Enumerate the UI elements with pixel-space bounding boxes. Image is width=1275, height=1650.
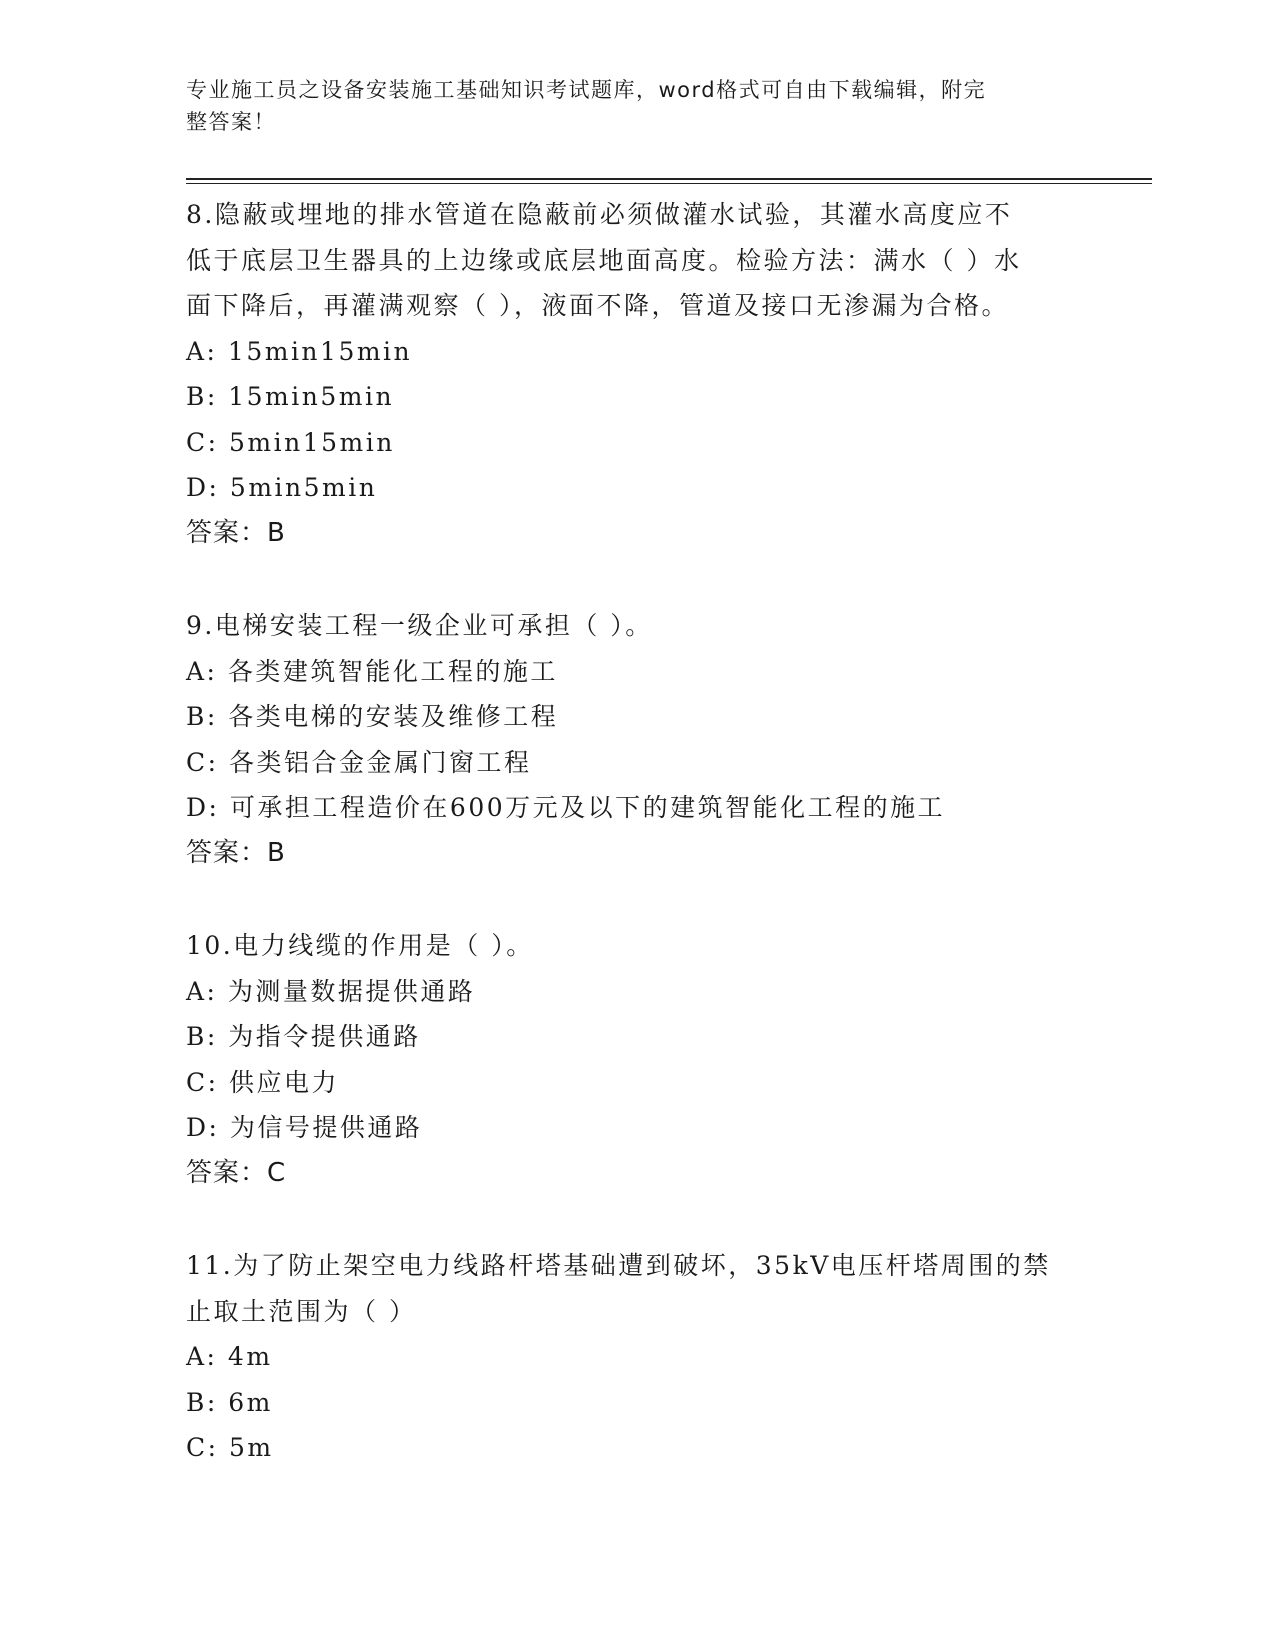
question-stem-line: 9.电梯安装工程一级企业可承担（ ）。 [186, 611, 653, 640]
answer-line: 答案：B [186, 517, 286, 548]
header-divider-thick [186, 178, 1152, 180]
question-8 [186, 192, 1086, 556]
question-stem-line: 低于底层卫生器具的上边缘或底层地面高度。检验方法：满水（ ）水 [186, 245, 1022, 275]
question-9 [186, 603, 1086, 876]
option-b: B: 15min5min [186, 382, 395, 411]
option-a: A: 4m [186, 1342, 273, 1371]
option-b: B: 为指令提供通路 [186, 1022, 421, 1051]
option-a: A: 为测量数据提供通路 [186, 976, 476, 1006]
header-line-1: 专业施工员之设备安装施工基础知识考试题库，word格式可自由下载编辑，附完 [186, 78, 987, 102]
question-stem-line: 止取土范围为（ ） [186, 1296, 417, 1326]
option-a: A: 15min15min [186, 336, 413, 366]
answer-line: 答案：C [186, 1157, 287, 1188]
header-divider-thin [186, 183, 1152, 184]
question-stem-line: 面下降后，再灌满观察（ ），液面不降，管道及接口无渗漏为合格。 [186, 291, 1009, 320]
option-c: C: 5min15min [186, 427, 395, 457]
option-d: D: 5min5min [186, 473, 378, 502]
question-stem-line: 10.电力线缆的作用是（ ）。 [186, 931, 534, 960]
answer-line: 答案：B [186, 837, 286, 868]
option-b: B: 各类电梯的安装及维修工程 [186, 702, 559, 731]
question-stem-line: 8.隐蔽或埋地的排水管道在隐蔽前必须做灌水试验，其灌水高度应不 [186, 200, 1013, 229]
question-stem-line: 11.为了防止架空电力线路杆塔基础遭到破坏，35kV电压杆塔周围的禁 [186, 1251, 1051, 1280]
option-a: A: 各类建筑智能化工程的施工 [186, 656, 558, 686]
header-line-2: 整答案！ [186, 110, 276, 134]
option-d: D: 为信号提供通路 [186, 1113, 423, 1142]
option-c: C: 各类铝合金金属门窗工程 [186, 747, 532, 777]
question-11 [186, 1243, 1086, 1471]
option-d: D: 可承担工程造价在600万元及以下的建筑智能化工程的施工 [186, 793, 946, 822]
option-b: B: 6m [186, 1387, 273, 1417]
option-c: C: 供应电力 [186, 1067, 339, 1097]
document-header [186, 74, 1066, 138]
question-list [186, 192, 1086, 1518]
question-10 [186, 923, 1086, 1196]
option-c: C: 5m [186, 1433, 274, 1462]
